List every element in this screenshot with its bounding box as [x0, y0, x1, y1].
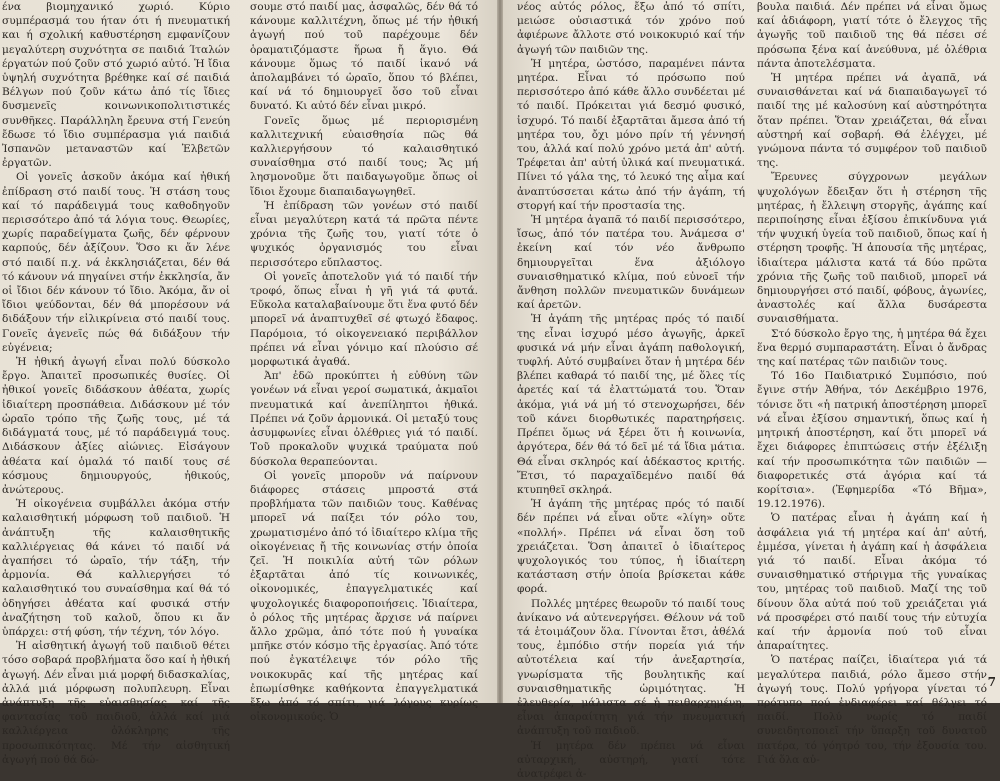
paragraph: ένα βιομηχανικό χωριό. Κύριο συμπέρασμά του ήταν ότι ή πνευματική και ή σχολική καθυστέρηση εμφανίζουν μεγαλύτερη συχνότητα σε παιδιά Ίταλών έργατών πού ζοῦν στό χωριό αὐτό. Ἡ ἴδια ὑψηλή συχνότητα βρέθηκε καί σέ παιδιά Βέλγων πού ζοῦν κάτω ἀπό τίς ἴδιες δυσμενεῖς κοινωνικοπολιτιστικές συνθῆκες. Παράλληλη ἔρευνα στή Γενεύη ἔδωσε τό ἴδιο συμπέρασμα γιά παιδιά Ἰσπανῶν μεταναστῶν καί Ἑλβετῶν ἐργατῶν.: [2, 1, 230, 170]
paragraph: Τό 16ο Παιδιατρικό Συμπόσιο, πού ἔγινε στήν Ἀθήνα, τόν Δεκέμβριο 1976, τόνισε ὅτι «ἡ πατρική ἀποστέρηση μπορεῖ νά εἶναι ἐξίσου σημαντική, ὅπως καί ἡ μητρική ἀποστέρηση, καί ὅτι μπορεῖ νά ἔχει διάφορες ἐπιπτώσεις στήν ἐξέλιξη καί τήν προσωπικότητα τῶν παιδιῶν — διαφορετικές στά ἀγόρια καί τά κορίτσια». (Ἐφημερίδα «Τό Βῆμα», 19.12.1976).: [757, 370, 987, 511]
right-page: [503, 0, 1000, 780]
paragraph: βουλα παιδιά. Δέν πρέπει νά εἶναι ὅμως καί ἀδιάφορη, γιατί τότε ὁ ἔλεγχος τῆς ἀγωγῆς τοῦ παιδιοῦ της θά πέσει σέ πρόσωπα ξένα καί ἀνεύθυνα, μέ ὀλέθρια πάντα ἀποτελέσματα.: [757, 1, 987, 70]
paragraph: Ὁ πατέρας εἶναι ἡ ἀγάπη καί ἡ ἀσφάλεια γιά τή μητέρα καί ἀπ' αὐτή, ἐμμέσα, γίνεται ἡ ἀγάπη καί ἡ ἀσφάλεια γιά τό παιδί. Εἶναι ἀκόμα τό συναισθηματικό στήριγμα τῆς γυναίκας του, μητέρας τοῦ παιδιοῦ. Μαζί της τοῦ δίνουν ὅλα αὐτά πού τοῦ χρειάζεται γιά νά προσφέρει στό παιδί τους τήν εὐτυχία καί τήν ἁρμονία πού τοῦ εἶναι ἀπαραίτητες.: [757, 512, 987, 653]
paragraph: Ἡ ἀγάπη τῆς μητέρας πρός τό παιδί δέν πρέπει νά εἶναι οὔτε «λίγη» οὔτε «πολλή». Πρέπει νά εἶναι ὅση τοῦ χρειάζεται. Ὅση ἀπαιτεῖ ὁ ἰδιαίτερος ψυχολογικός του τύπος, ἡ ἰδιαίτερη κατάσταση στήν ὁποία βρίσκεται κάθε φορά.: [517, 498, 745, 596]
right-page-column-2: [757, 0, 987, 766]
paragraph: Ἡ μητέρα, ὡστόσο, παραμένει πάντα μητέρα. Εἶναι τό πρόσωπο πού περισσότερο ἀπό κάθε ἄλλο συνδέεται μέ τό παιδί. Πρόκειται γιά δεσμό φυσικό, ἰσχυρό. Τό παιδί ἐξαρτᾶται ἄμεσα ἀπό τή μητέρα του, ὄχι μόνο πρίν τή γέννησή του, ἀλλά καί πολύ χρόνο μετά ἀπ' αὐτή. Τρέφεται ἀπ' αὐτή ὑλικά καί πνευματικά. Πίνει τό γάλα της, τό λευκό της αἷμα καί ἀναπτύσσεται κάτω ἀπό τήν ἀγάπη, τή στοργή καί τήν προστασία της.: [517, 57, 745, 212]
paragraph: Ἀπ' ἐδῶ προκύπτει ἡ εὐθύνη τῶν γονέων νά εἶναι γεροί σωματικά, ἀκμαῖοι πνευματικά καί ἀνεπίληπτοι ἠθικά. Πρέπει νά ζοῦν ἁρμονικά. Οἱ μεταξύ τους ἀσυμφωνίες εἶναι ὀλέθριες γιά τό παιδί. Τοῦ προκαλοῦν ψυχικά τραύματα πού δύσκολα θεραπεύονται.: [250, 370, 478, 468]
paragraph: Ἡ αἰσθητική ἀγωγή τοῦ παιδιοῦ θέτει τόσο σοβαρά προβλήματα ὅσο καί ἡ ἠθική ἀγωγή. Δέν εἶναι μιά μορφή διδασκαλίας, ἀλλά μιά μόρφωση πολυπλευρη. Εἶναι ἀνάπτυξη τῆς εὐαισθησίας καί τῆς φαντασίας τοῦ παιδιοῦ, ἀλλά καί μιά καλλιέργεια ὁλόκληρης τῆς προσωπικότητας. Μέ τήν αἰσθητική ἀγωγή πού θά δώ-: [2, 640, 230, 766]
paragraph: Ἡ οἰκογένεια συμβάλλει ἀκόμα στήν καλαισθητική μόρφωση τοῦ παιδιοῦ. Ἡ ἀνάπτυξη τῆς καλαισθητικῆς καλλιέργειας θά κάνει τό παιδί νά ἀγαπήσει τό ὡραῖο, τήν τάξη, τήν ἁρμονία. Θά καλλιεργήσει τό καλαισθητικό του συναίσθημα καί θά τό ὁδηγήσει ἀθέατα καί φυσικά στήν ἀναζήτηση τοῦ καλοῦ, ὅπου κι ἄν ὑπάρχει: στή φύση, τήν τέχνη, τόν λόγο.: [2, 498, 230, 638]
paragraph: Ἡ μητέρα πρέπει νά ἀγαπᾶ, νά συναισθάνεται καί νά διαπαιδαγωγεῖ τό παιδί της μέ καλοσύνη καί αὐστηρότητα ὅταν πρέπει. Ὅταν χρειάζεται, θά εἶναι αὐστηρή καί σοβαρή. Θά ἐλέγχει, μέ γνώμονα πάντα τό συμφέρον τοῦ παιδιοῦ της.: [757, 72, 987, 170]
paragraph: Ἔρευνες σύγχρονων μεγάλων ψυχολόγων ἔδειξαν ὅτι ἡ στέρηση τῆς μητέρας, ἡ ἔλλειψη στοργῆς, ἀγάπης καί περιποίησης εἶναι ἐξίσου ἐπικίνδυνα γιά τήν ψυχική ὑγεία τοῦ παιδιοῦ, ὅπως καί ἡ στέρηση τροφῆς. Ἡ ἀπουσία τῆς μητέρας, ἰδιαίτερα μάλιστα κατά τά δύο πρῶτα χρόνια τῆς ζωῆς τοῦ παιδιοῦ, μπορεῖ νά δημιουργήσει στό παιδί, φόβους, ἀγωνίες, ἀναστολές καί ἄλλα δυσάρεστα συναισθήματα.: [757, 171, 987, 326]
paragraph: Ἡ ἀγάπη τῆς μητέρας πρός τό παιδί της εἶναι ἰσχυρό μέσο ἀγωγῆς, ἀρκεῖ φυσικά νά μήν εἶναι ἀγάπη παθολογική, τυφλή. Αὐτό συμβαίνει ὅταν ἡ μητέρα δέν βλέπει καθαρά τό παιδί της, μέ ὅλες τίς ἀρετές καί τά ἐλαττώματά του. Ὅταν ἀκόμα, γιά νά μή τό στενοχωρήσει, δέν τοῦ κάνει διορθωτικές παρατηρήσεις. Πρέπει ὅμως νά ξέρει ὅτι ἡ κοινωνία, ἀργότερα, δέν θά τό δεῖ μέ τά ἴδια μάτια. Θά εἶναι σκληρός καί ἀδέκαστος κριτής. Ἔτσι, τό παραχαϊδεμένο παιδί θά κτυπηθεῖ σκληρά.: [517, 313, 745, 496]
left-page-column-2: [250, 0, 478, 724]
left-page: [0, 0, 497, 766]
paragraph: Ἡ ἠθική ἀγωγή εἶναι πολύ δύσκολο ἔργο. Ἀπαιτεῖ προσωπικές θυσίες. Οἱ ἠθικοί γονεῖς διδάσκουν ἀθέατα, χωρίς ἰδιαίτερη προσπάθεια. Διδάσκουν μέ τόν ὡραῖο τρόπο τῆς ζωῆς τους, μέ τά διδάγματά τους, μέ τό παράδειγμά τους. Διδάσκουν ἀξίες αἰώνιες. Εἰσάγουν ἀθέατα καί ὁμαλά τό παιδί τους σέ κόσμους δημιουργούς, ἠθικούς, ἀνώτερους.: [2, 356, 230, 496]
paragraph: Οἱ γονεῖς ἀποτελοῦν γιά τό παιδί τήν τροφό, ὅπως εἶναι ἡ γῆ γιά τά φυτά. Εὔκολα καταλαβαίνουμε ὅτι ἕνα φυτό δέν μπορεῖ νά ἀναπτυχθεῖ σέ φτωχό ἔδαφος. Παρόμοια, τό οἰκογενειακό περιβάλλον πρέπει νά εἶναι γόνιμο καί πλούσιο σέ μορφωτικά ἀγαθά.: [250, 270, 478, 369]
paragraph: Στό δύσκολο ἔργο της, ἡ μητέρα θά ἔχει ἕνα θερμό συμπαραστάτη. Εἶναι ὁ ἄνδρας της καί πατέρας τῶν παιδιῶν τους.: [757, 327, 987, 369]
paragraph: Πολλές μητέρες θεωροῦν τό παιδί τους ἀνίκανο νά αὐτενεργήσει. Θέλουν νά τοῦ τά ἑτοιμάζουν ὅλα. Γίνονται ἔτσι, ἀθέλά τους, ἐμπόδιο στήν πορεία γιά τήν αὐτοτέλεια καί τήν ἀνεξαρτησία, γνωρίσματα τῆς βουλητικῆς καί συναισθηματικῆς ὡριμότητας. Ἡ ἐλευθερία, μάλιστα σέ ἡ πειθαρχημένη, εἶναι ἀπαραίτητη γιά τήν πνευματική ἀνάπτυξη τοῦ παιδιοῦ.: [517, 597, 745, 738]
paragraph: σουμε στό παιδί μας, ἀσφαλῶς, δέν θά τό κάνουμε καλλιτέχνη, ὅπως μέ τήν ἠθική ἀγωγή πού τοῦ παρέχουμε δέν ὁραματιζόμαστε ἥρωα ἤ ἅγιο. Θά κάνουμε ὅμως τό παιδί ἱκανό νά ἀπολαμβάνει τό ὡραῖο, ὅπου τό βλέπει, καί νά τό δημιουργεῖ ὅσο τοῦ εἶναι δυνατό. Κι αὐτό δέν εἶναι μικρό.: [250, 1, 478, 113]
paragraph: Γονεῖς ὅμως μέ περιορισμένη καλλιτεχνική εὐαισθησία πῶς θά καλλιεργήσουν τό καλαισθητικό συναίσθημα στό παιδί τους; Ἄς μή λησμονοῦμε ὅτι παιδαγωγοῦμε ὅπως οἱ ἴδιοι ἔχουμε διαπαιδαγωγηθεῖ.: [250, 114, 478, 198]
paragraph: Οἱ γονεῖς μποροῦν νά παίρνουν διάφορες στάσεις μπροστά στά προβλήματα τῶν παιδιῶν τους. Καθένας μπορεῖ νά παίξει τόν ρόλο του, χρωματισμένο ἀπό τό ἰδιαίτερο κλίμα τῆς οἰκογένειας ἤ τῆς κοινωνίας στήν ὁποία ζεῖ. Ἡ ποικιλία αὐτή τῶν ρόλων ἐξαρτᾶται ἀπό τίς κοινωνικές, οἰκονομικές, ἐπαγγελματικές καί ψυχολογικές διαφοροποιήσεις. Ἰδιαίτερα, ὁ ρόλος τῆς μητέρας ἄρχισε νά παίρνει ἄλλο χρῶμα, ἀπό τότε πού ἡ γυναίκα μπῆκε στόν κόσμο τῆς ἐργασίας. Ἀπό τότε πού ἐγκατέλειψε τόν ρόλο τῆς νοικοκυρᾶς καί τῆς μητέρας καί ἐπωμίσθηκε καθήκοντα ἐπαγγελματικά ἔξω ἀπό τό σπίτι, γιά λόγους κυρίως οἰκονομικούς. Ὁ: [250, 469, 478, 724]
paragraph: Ἡ μητέρα ἀγαπᾶ τό παιδί περισσότερο, ἴσως, ἀπό τόν πατέρα του. Ἀνάμεσα σ' ἐκείνη καί τόν νέο ἄνθρωπο δημιουργεῖται ἕνα ἀξιόλογο συναισθηματικό κλίμα, πού εὐνοεῖ τήν ἄνθηση πολλῶν πνευματικῶν δυνάμεων καί ἀρετῶν.: [517, 214, 745, 312]
left-page-column-1: [2, 0, 230, 766]
right-page-column-1: [517, 0, 745, 780]
paragraph: Ἡ μητέρα δέν πρέπει νά εἶναι αὐταρχική, αὐστηρή, γιατί τότε ἀνατρέφει ἀ-: [517, 739, 745, 780]
paragraph: νέος αὐτός ρόλος, ἔξω ἀπό τό σπίτι, μειώσε οὐσιαστικά τόν χρόνο πού ἀφιέρωνε ἄλλοτε στό νοικοκυριό καί τήν ἀγωγή τῶν παιδιῶν της.: [517, 1, 745, 56]
paragraph: Ἡ ἐπίδραση τῶν γονέων στό παιδί εἶναι μεγαλύτερη κατά τά πρῶτα πέντε χρόνια τῆς ζωῆς του, γιατί τότε ὁ ψυχικός ὀργανισμός του εἶναι περισσότερο εὔπλαστος.: [250, 199, 478, 269]
page-number: 7: [987, 675, 996, 689]
paragraph: Οἱ γονεῖς ἀσκοῦν ἀκόμα καί ἠθική ἐπίδραση στό παιδί τους. Ἡ στάση τους καί τό παράδειγμά τους καθοδηγοῦν περισσότερο ἀπό τά λόγια τους. Θεωρίες, χωρίς παραδείγματα ζωῆς, δέν φέρνουν καρπούς, δέν ἀξίζουν. Ὅσο κι ἄν λένε στό παιδί π.χ. νά ἐκκλησιάζεται, δέν θά τό κάνουν νά πηγαίνει στήν ἐκκλησία, ἄν οἱ ἴδιοι δέν κάνουν τό ἴδιο. Ἀκόμα, ἄν οἱ ἴδιοι ψεύδονται, δέν θά μπορέσουν νά διδάξουν τήν εἰλικρίνεια στό παιδί τους. Γονεῖς ἀγενεῖς πώς θά διδάξουν τήν εὐγένεια;: [2, 171, 230, 354]
paragraph: Ὁ πατέρας παίζει, ἰδιαίτερα γιά τά μεγαλύτερα παιδιά, ρόλο ἄμεσο στήν ἀγωγή τους. Πολύ γρήγορα γίνεται τό πρότυπο πού ἐνδιαφέρει καί θέλγει τό παιδί. Πολύ νωρίς τό παιδί συνειδητοποιεῖ τήν ὕπαρξη τοῦ δυνατοῦ πατέρα, τό γόητρό του, τήν ἐξουσία του. Γιά ὅλα αὐ-: [757, 654, 987, 766]
